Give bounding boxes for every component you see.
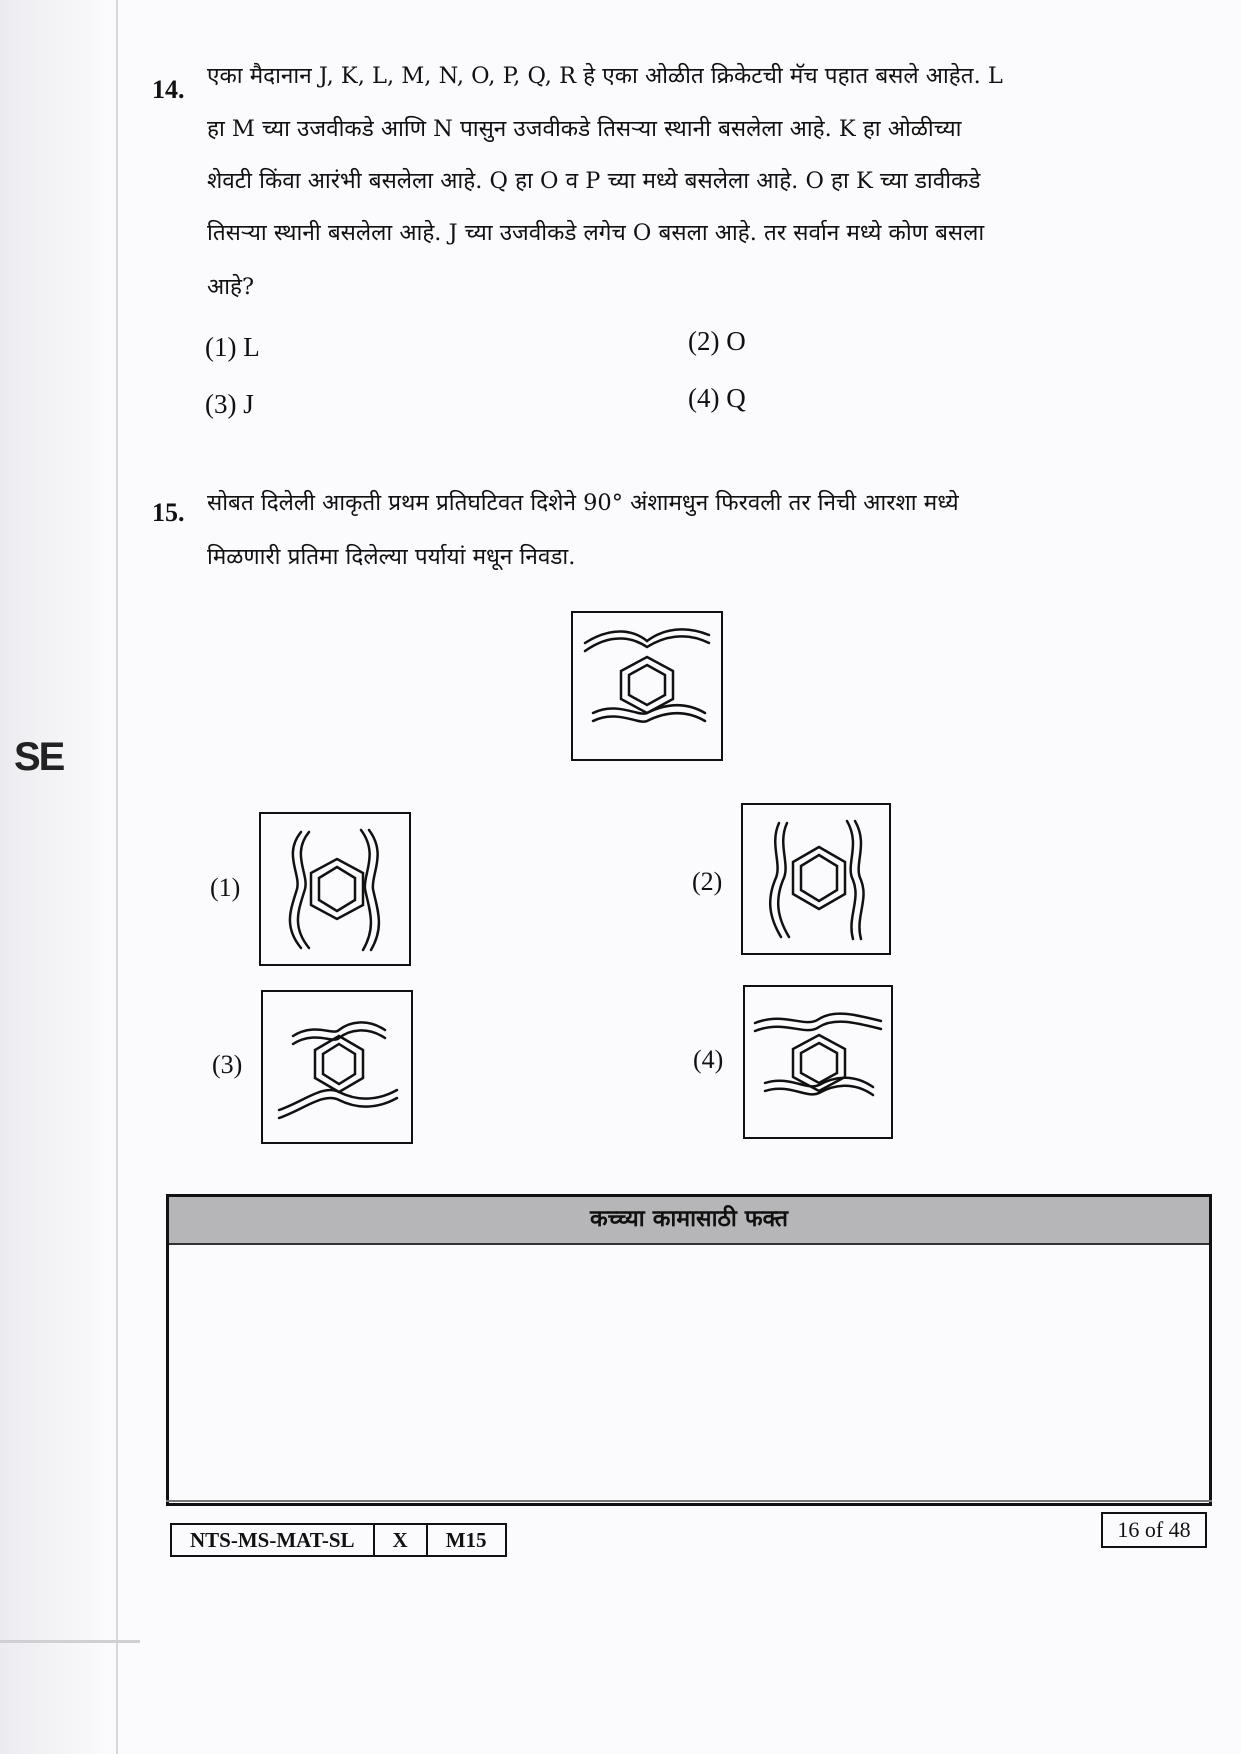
question-14-number: 14. xyxy=(152,75,185,104)
question-15-option-1-figure[interactable] xyxy=(259,812,411,966)
question-15-option-3-label[interactable]: (3) xyxy=(212,1050,243,1079)
question-15-line: सोबत दिलेली आकृती प्रथम प्रतिघटिवत दिशेने 90° अंशामधुन फिरवली तर निची आरशा मध्ये xyxy=(207,490,959,516)
question-14-line: शेवटी किंवा आरंभी बसलेला आहे. Q हा O व P च्या मध्ये बसलेला आहे. O हा K च्या डावीकडे xyxy=(207,168,981,194)
question-15-option-1-label[interactable]: (1) xyxy=(210,873,241,902)
question-14-line: एका मैदानान J, K, L, M, N, O, P, Q, R हे एका ओळीत क्रिकेटची मॅच पहात बसले आहेत. L xyxy=(207,63,1003,89)
page-edge-line xyxy=(116,0,118,1754)
question-14-option-1[interactable]: (1) L xyxy=(205,332,260,362)
question-15-option-3-figure[interactable] xyxy=(261,990,413,1144)
question-14-option-3[interactable]: (3) J xyxy=(205,389,254,419)
footer-page-number: 16 of 48 xyxy=(1101,1512,1207,1548)
question-14-option-2[interactable]: (2) O xyxy=(688,326,746,356)
question-15-number: 15. xyxy=(152,498,185,527)
question-14-option-4[interactable]: (4) Q xyxy=(688,383,746,413)
question-15-option-4-figure[interactable] xyxy=(743,985,893,1139)
rough-work-title: कच्च्या कामासाठी फक्त xyxy=(169,1197,1209,1245)
side-mark: SE xyxy=(14,735,64,779)
question-14-line: हा M च्या उजवीकडे आणि N पासुन उजवीकडे तिसऱ्या स्थानी बसलेला आहे. K हा ओळीच्या xyxy=(207,116,962,142)
page-edge-line xyxy=(0,1640,140,1643)
question-14-line: आहे? xyxy=(207,274,255,300)
footer-code-box xyxy=(170,1523,507,1557)
footer-paper-code: NTS-MS-MAT-SL xyxy=(172,1525,375,1555)
question-15-line: मिळणारी प्रतिमा दिलेल्या पर्यायां मधून निवडा. xyxy=(207,544,576,570)
page-edge-shadow xyxy=(0,0,108,1754)
question-14-line: तिसऱ्या स्थानी बसलेला आहे. J च्या उजवीकडे लगेच O बसला आहे. तर सर्वान मध्ये कोण बसला xyxy=(207,220,985,246)
rough-work-box xyxy=(166,1194,1212,1506)
footer-set: M15 xyxy=(445,1528,487,1552)
divider xyxy=(166,1500,1212,1502)
footer-class: X xyxy=(375,1525,428,1555)
question-figure xyxy=(571,611,723,761)
question-15-option-4-label[interactable]: (4) xyxy=(693,1045,724,1074)
question-15-option-2-figure[interactable] xyxy=(741,803,891,955)
question-15-option-2-label[interactable]: (2) xyxy=(692,867,723,896)
